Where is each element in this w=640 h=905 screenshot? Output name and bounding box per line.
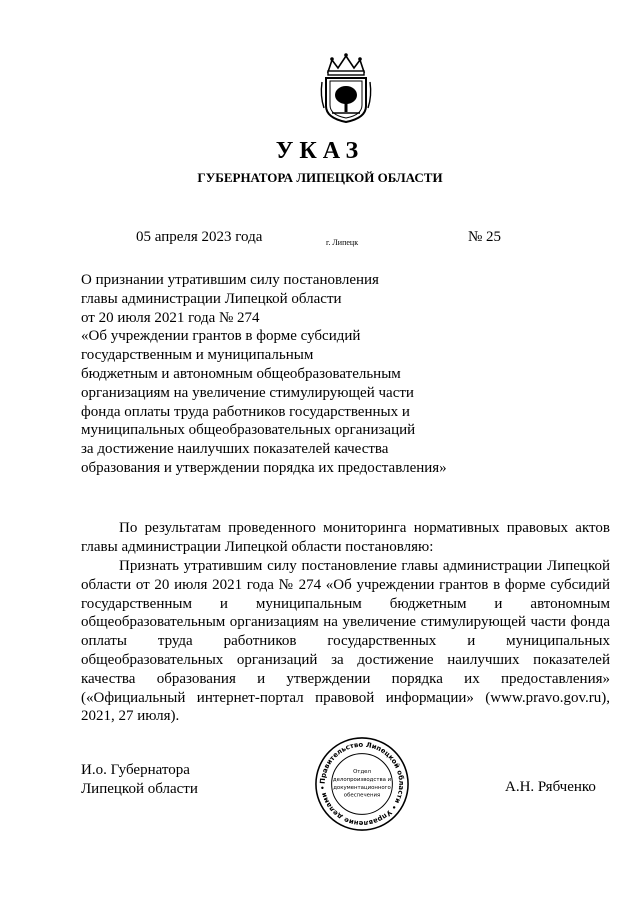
stamp-center-text: делопроизводства и	[332, 777, 392, 784]
subject-line: от 20 июля 2021 года № 274	[81, 309, 260, 326]
signatory-position-line: Липецкой области	[81, 781, 198, 797]
subject-line: образования и утверждении порядка их предоставления»	[81, 459, 447, 476]
document-city: г. Липецк	[326, 238, 359, 247]
subject-line: государственным и муниципальным	[81, 347, 314, 364]
body-paragraph-text: Признать утратившим силу постановление главы администрации Липецкой области от 20 июля 2021 года № 274 «Об учреждении грантов в форме субсидий государственным и муниципальным бюджетным и автономным общеобразовательным организациям на увеличение стимулирующей части фонда оплаты труда работников государственных и муниципальных общеобразовательных организаций за достижение наилучших показателей качества образования и утверждении порядка их предоставления» («Официальный интернет-портал правовой информации» (www.pravo.gov.ru), 2021, 27 июля).	[81, 558, 610, 725]
signatory-position-line: И.о. Губернатора	[81, 762, 190, 778]
subject-line: О признании утратившим силу постановления	[81, 272, 379, 288]
document-title: УКАЗ	[275, 138, 365, 164]
signatory-name: А.Н. Рябченко	[505, 779, 596, 795]
document-subtitle: ГУБЕРНАТОРА ЛИПЕЦКОЙ ОБЛАСТИ	[197, 170, 443, 185]
subject-line: «Об учреждении грантов в форме субсидий	[81, 328, 361, 345]
coat-of-arms-icon	[318, 52, 374, 124]
body-paragraph	[81, 519, 610, 557]
subject-line: муниципальных общеобразовательных организаций	[81, 422, 416, 439]
subject-line: за достижение наилучших показателей качества	[81, 441, 389, 458]
stamp-center-text: обеспечения	[343, 792, 381, 799]
body-paragraph-text: По результатам проведенного мониторинга нормативных правовых актов главы администрации Липецкой области постановляю:	[81, 520, 610, 555]
signatory-position	[81, 761, 198, 799]
document-subject	[81, 271, 501, 478]
document-date: 05 апреля 2023 года	[136, 229, 263, 245]
body-paragraph	[81, 557, 610, 726]
subject-line: фонда оплаты труда работников государственных и	[81, 403, 410, 420]
subject-line: бюджетным и автономным общеобразовательным	[81, 365, 401, 382]
official-stamp-icon	[313, 735, 411, 833]
stamp-center-text: Отдел	[353, 769, 371, 776]
stamp-ring-text: Правительство Липецкой области • Управление делами •	[318, 740, 406, 828]
subject-line: главы администрации Липецкой области	[81, 290, 342, 307]
subject-line: организациям на увеличение стимулирующей части	[81, 384, 414, 401]
document-number: № 25	[468, 229, 502, 245]
stamp-center-text: документационного	[333, 784, 391, 791]
